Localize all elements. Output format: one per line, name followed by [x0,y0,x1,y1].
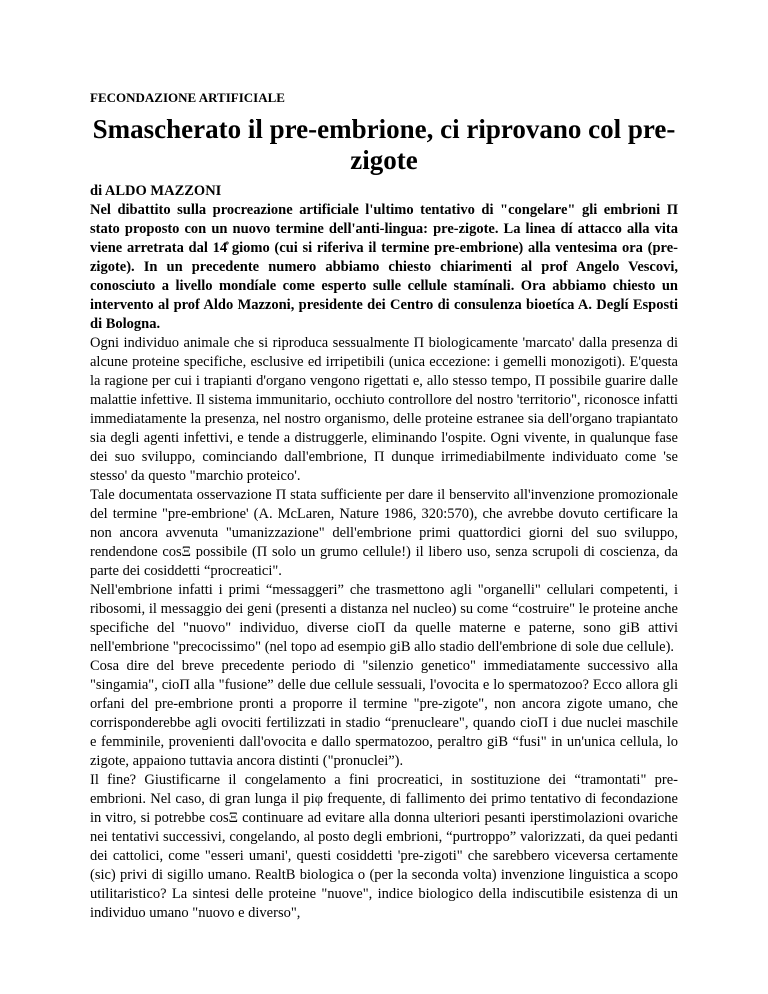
article-title: Smascherato il pre-embrione, ci riprovano col pre-zigote [92,114,676,175]
article-paragraph-2: Tale documentata osservazione Π stata sufficiente per dare il benservito all'invenzione promozionale del termine "pre-embrione' (A. McLaren, Nature 1986, 320:570), che avrebbe dovuto certificare la non ancora avvenuta "umanizzazione" dell'embrione primi quattordici giorni del suo sviluppo, rendendone cosΞ possibile (Π solo un grumo cellule!) il libero uso, senza scrupoli di coscienza, da parte dei cosiddetti “procreatici". [90,487,678,579]
section-label: FECONDAZIONE ARTIFICIALE [90,90,285,105]
article-paragraph-5: Il fine? Giustificarne il congelamento a fini procreatici, in sostituzione dei “tramontati" pre-embrioni. Nel caso, di gran lunga il piφ frequente, di fallimento dei primo tentativo di fecondazione in vitro, si potrebbe cosΞ continuare ad evitare alla donna ulteriori pesanti iperstimolazioni ovariche nei tentativi successivi, congelando, al posto degli embrioni, “purtroppo” valorizzati, da quei pedanti dei cattolici, come "esseri umani', questi cosiddetti 'pre-zigoti" che sarebbero viceversa certamente (sic) privi di sigillo umano. RealtB biologica o (per la seconda volta) invenzione linguistica a scopo utilitaristico? La sintesi delle proteine "nuove", indice biologico della indiscutibile esistenza di un individuo umano "nuovo e diverso", [90,772,678,921]
article-paragraph-4: Cosa dire del breve precedente periodo di "silenzio genetico" immediatamente successivo alla "singamia", cioΠ alla "fusione” delle due cellule sessuali, l'ovocita e lo spermatozoo? Ecco allora gli orfani del pre-embrione pronti a proporre il termine "pre-zigote", non ancora zigote umano, che corrisponderebbe agli ovociti fertilizzati in stadio “prenucleare", quando cioΠ i due nuclei maschile e femminile, provenienti dall'ovocita e dallo spermatozoo, peraltro giB “fusi" in un'unica cellula, lo zigote, appaiono tuttavia ancora distinti ("pronuclei”). [90,658,678,769]
article-byline: di ALDO MAZZONI [90,183,222,199]
article-paragraph-1: Ogni individuo animale che si riproduca sessualmente Π biologicamente 'marcato' dalla presenza di alcune proteine specifiche, esclusive ed irripetibili (unica eccezione: i gemelli monozigoti). E'questa la ragione per cui i trapianti d'organo vengono rigettati e, allo stesso tempo, Π possibile guarire dalle malattie infettive. Il sistema immunitario, occhiuto controllore del nostro 'territorio", riconosce infatti immediatamente la presenza, nel nostro organismo, delle proteine estranee sia dell'organo trapiantato sia degli agenti infettivi, e tende a distruggerle, eliminando l'ospite. Ogni vivente, in qualunque fase dei suo sviluppo, cominciando dall'embrione, Π dunque irrimediabilmente individuato come 'se stesso' da questo "marchio proteico'. [90,335,678,484]
article-paragraph-3: Nell'embrione infatti i primi “messaggeri” che trasmettono agli "organelli" cellulari competenti, i ribosomi, il messaggio dei geni (presenti a distanza nel nucleo) su come “costruire" le proteine anche specifiche del "nuovo" individuo, diverse cioΠ da quelle materne e paterne, sono giB attivi nell'embrione "precocissimo" (nel topo ad esempio giB allo stadio dell'embrione di sole due cellule). [90,582,678,655]
article-lead: Nel dibattito sulla procreazione artificiale l'ultimo tentativo di "congelare" gli embrioni Π stato proposto con un nuovo termine dell'anti-lingua: pre-zigote. La linea dí attacco alla vita viene arretrata dal 14̊ giomo (cui si riferiva il termine pre-embrione) alla ventesima ora (pre-zigote). In un precedente numero abbiamo chiesto chiarimenti al prof Angelo Vescovi, conosciuto a livello mondíale come esperto sulle cellule stamínali. Ora abbiamo chiesto un intervento al prof Aldo Mazzoni, presidente dei Centro di consulenza bioetíca A. Deglí Esposti di Bologna. [90,202,678,332]
